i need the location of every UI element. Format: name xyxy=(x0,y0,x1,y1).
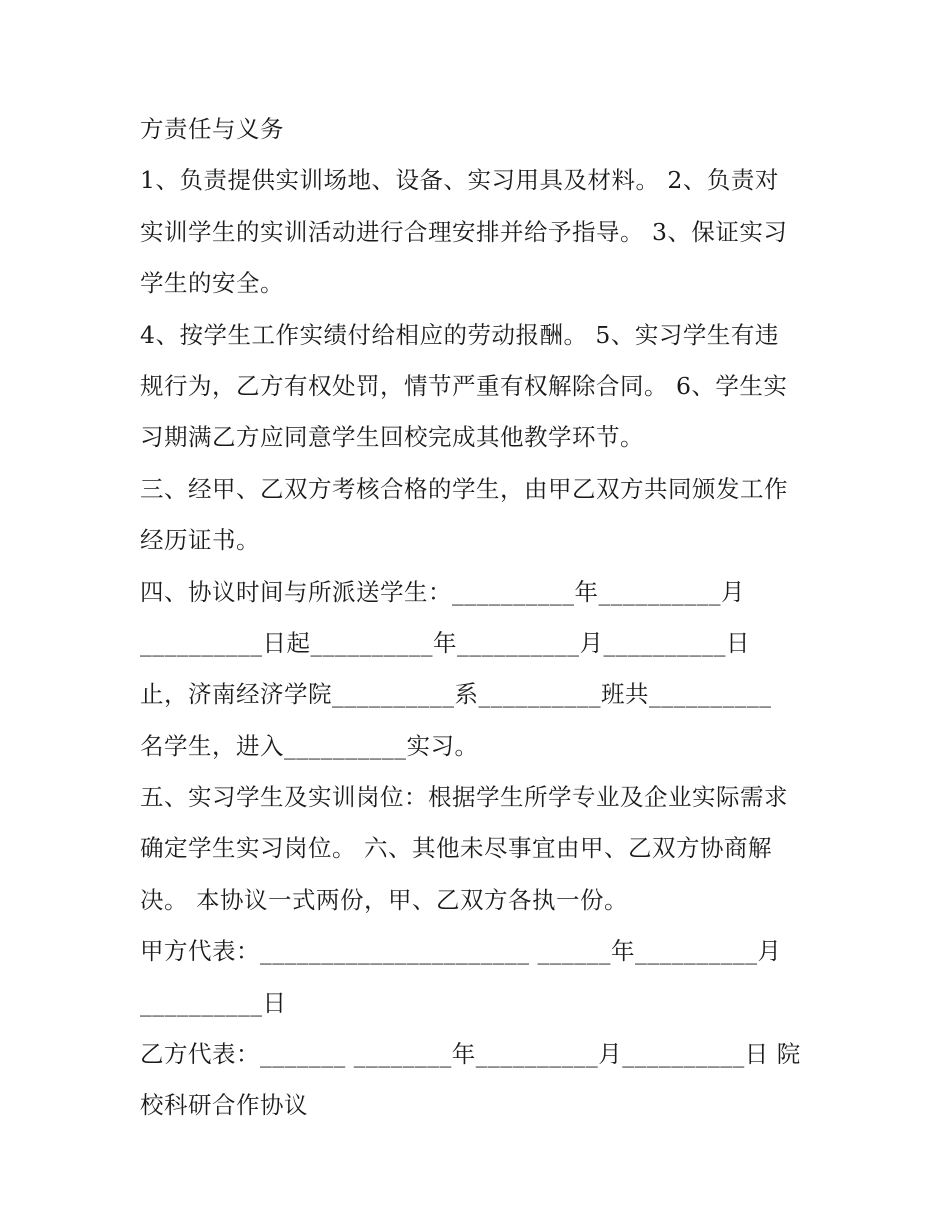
text-line: 习期满乙方应同意学生回校完成其他教学环节。 xyxy=(140,423,644,452)
text-line: 名学生，进入__________实习。 xyxy=(140,731,479,760)
text-line: __________日起__________年__________月__________日 xyxy=(140,628,750,657)
text-line: 三、经甲、乙双方考核合格的学生，由甲乙双方共同颁发工作 xyxy=(140,474,788,503)
text-line: 四、协议时间与所派送学生：__________年__________月 xyxy=(140,577,745,606)
text-line: 规行为，乙方有权处罚，情节严重有权解除合同。 6、学生实 xyxy=(140,371,788,400)
text-line: 五、实习学生及实训岗位：根据学生所学专业及企业实际需求 xyxy=(140,783,788,812)
text-line: 确定学生实习岗位。 六、其他未尽事宜由甲、乙双方协商解 xyxy=(140,834,772,863)
text-line: 校科研合作协议 xyxy=(140,1091,308,1120)
text-line: 1、负责提供实训场地、设备、实习用具及材料。 2、负责对 xyxy=(140,166,779,195)
text-line: 甲方代表：______________________ ______年__________月 xyxy=(140,937,782,966)
text-line: 经历证书。 xyxy=(140,526,260,555)
document-body xyxy=(140,104,820,1132)
text-line: 决。 本协议一式两份，甲、乙双方各执一份。 xyxy=(140,885,628,914)
text-line: 学生的安全。 xyxy=(140,269,284,298)
text-line: 实训学生的实训活动进行合理安排并给予指导。 3、保证实习 xyxy=(140,217,788,246)
text-line: 乙方代表：_______ ________年__________月__________日 院 xyxy=(140,1040,801,1069)
text-line: __________日 xyxy=(140,988,287,1017)
text-line: 方责任与义务 xyxy=(140,115,284,143)
text-line: 4、按学生工作实绩付给相应的劳动报酬。 5、实习学生有违 xyxy=(140,320,779,349)
text-line: 止，济南经济学院__________系__________班共__________ xyxy=(140,680,772,709)
